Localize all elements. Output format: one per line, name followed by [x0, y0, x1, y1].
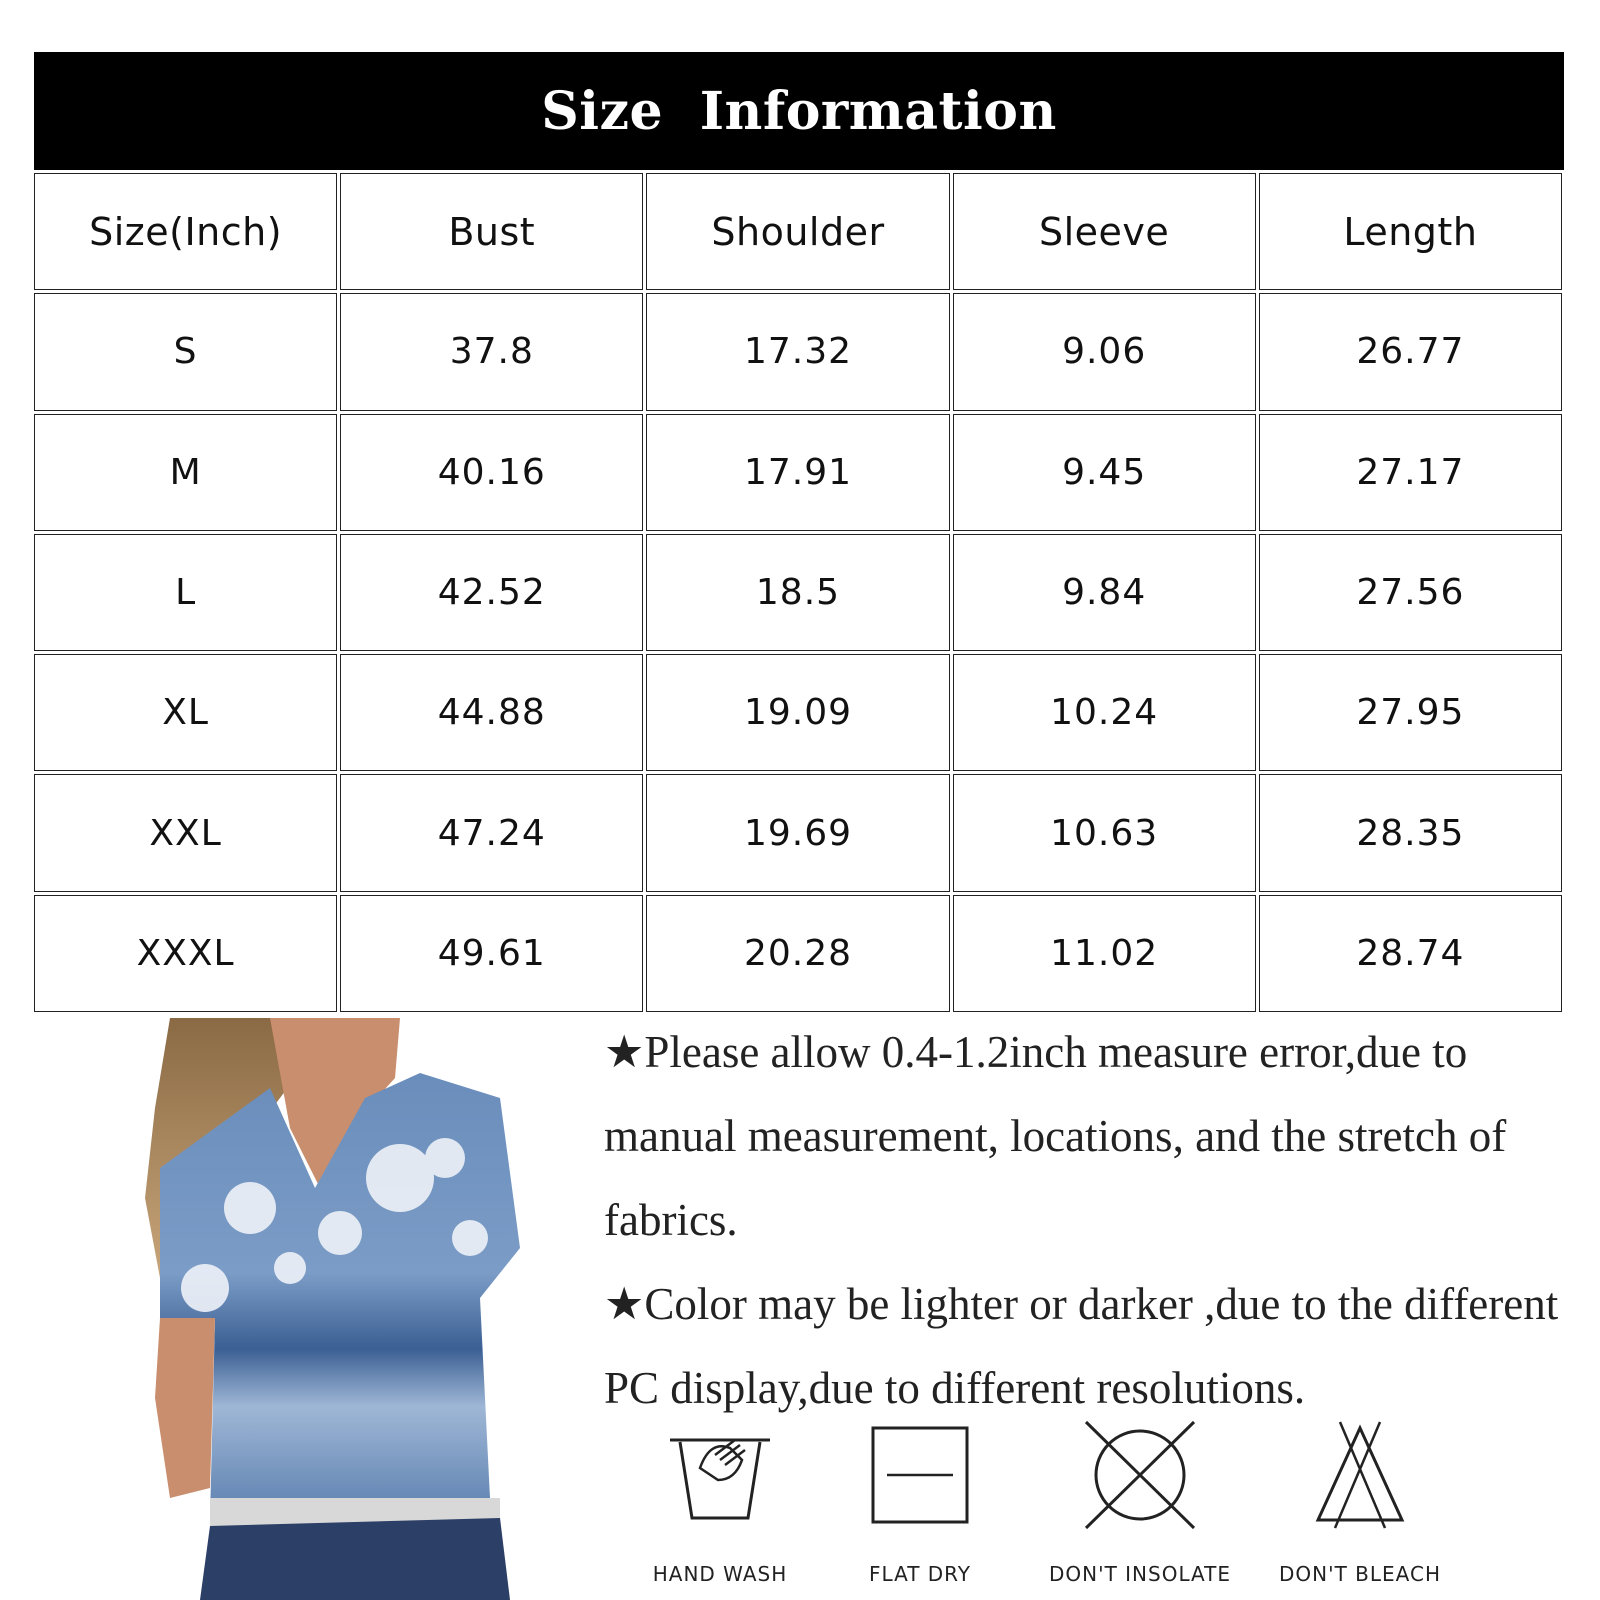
shoulder-cell: 19.09: [646, 654, 949, 771]
length-cell: 28.35: [1259, 774, 1562, 891]
shoulder-cell: 17.91: [646, 414, 949, 531]
sleeve-cell: 9.06: [953, 293, 1256, 410]
sleeve-cell: 10.24: [953, 654, 1256, 771]
sleeve-cell: 9.84: [953, 534, 1256, 651]
model-illustration: [100, 1018, 570, 1600]
length-cell: 28.74: [1259, 895, 1562, 1012]
flat-dry-icon: [865, 1420, 975, 1530]
table-row: [34, 654, 1562, 771]
care-item-dont-insolate: [1030, 1420, 1250, 1586]
bust-cell: 37.8: [340, 293, 643, 410]
table-header-row: [34, 173, 1562, 290]
length-cell: 26.77: [1259, 293, 1562, 410]
size-cell: M: [34, 414, 337, 531]
bust-cell: 44.88: [340, 654, 643, 771]
bust-cell: 42.52: [340, 534, 643, 651]
care-label: DON'T INSOLATE: [1048, 1562, 1232, 1586]
sleeve-cell: 10.63: [953, 774, 1256, 891]
bust-cell: 47.24: [340, 774, 643, 891]
sleeve-cell: 9.45: [953, 414, 1256, 531]
table-row: [34, 895, 1562, 1012]
note-measure-error: ★Please allow 0.4-1.2inch measure error,due to manual measurement, locations, and the stretch of fabrics.: [604, 1027, 1507, 1245]
dont-insolate-icon: [1080, 1420, 1200, 1530]
length-cell: 27.17: [1259, 414, 1562, 531]
shoulder-cell: 19.69: [646, 774, 949, 891]
size-table: [31, 170, 1565, 1015]
table-row: [34, 534, 1562, 651]
shoulder-cell: 18.5: [646, 534, 949, 651]
table-row: [34, 293, 1562, 410]
size-cell: L: [34, 534, 337, 651]
dont-bleach-icon: [1310, 1420, 1410, 1530]
size-cell: XL: [34, 654, 337, 771]
bust-cell: 49.61: [340, 895, 643, 1012]
note-color-variance: ★Color may be lighter or darker ,due to the different PC display,due to different resolutions.: [604, 1279, 1559, 1413]
size-info-banner: [34, 52, 1564, 170]
shoulder-cell: 17.32: [646, 293, 949, 410]
care-label: DON'T BLEACH: [1278, 1562, 1441, 1586]
care-item-dont-bleach: [1250, 1420, 1470, 1586]
length-cell: 27.95: [1259, 654, 1562, 771]
measurement-notes: [604, 1010, 1564, 1430]
care-item-hand-wash: [610, 1420, 830, 1586]
care-item-flat-dry: [810, 1420, 1030, 1586]
care-label: FLAT DRY: [868, 1562, 972, 1586]
header-cell: Sleeve: [953, 173, 1256, 290]
table-row: [34, 414, 1562, 531]
banner-title: Size Information: [541, 80, 1057, 142]
header-cell: Size(Inch): [34, 173, 337, 290]
sleeve-cell: 11.02: [953, 895, 1256, 1012]
length-cell: 27.56: [1259, 534, 1562, 651]
header-cell: Length: [1259, 173, 1562, 290]
hand-wash-icon: [660, 1420, 780, 1530]
table-row: [34, 774, 1562, 891]
size-cell: S: [34, 293, 337, 410]
care-instructions: [620, 1420, 1580, 1600]
bust-cell: 40.16: [340, 414, 643, 531]
care-label: HAND WASH: [652, 1562, 788, 1586]
header-cell: Bust: [340, 173, 643, 290]
shoulder-cell: 20.28: [646, 895, 949, 1012]
model-photo: [100, 1018, 570, 1600]
header-cell: Shoulder: [646, 173, 949, 290]
size-cell: XXL: [34, 774, 337, 891]
size-cell: XXXL: [34, 895, 337, 1012]
